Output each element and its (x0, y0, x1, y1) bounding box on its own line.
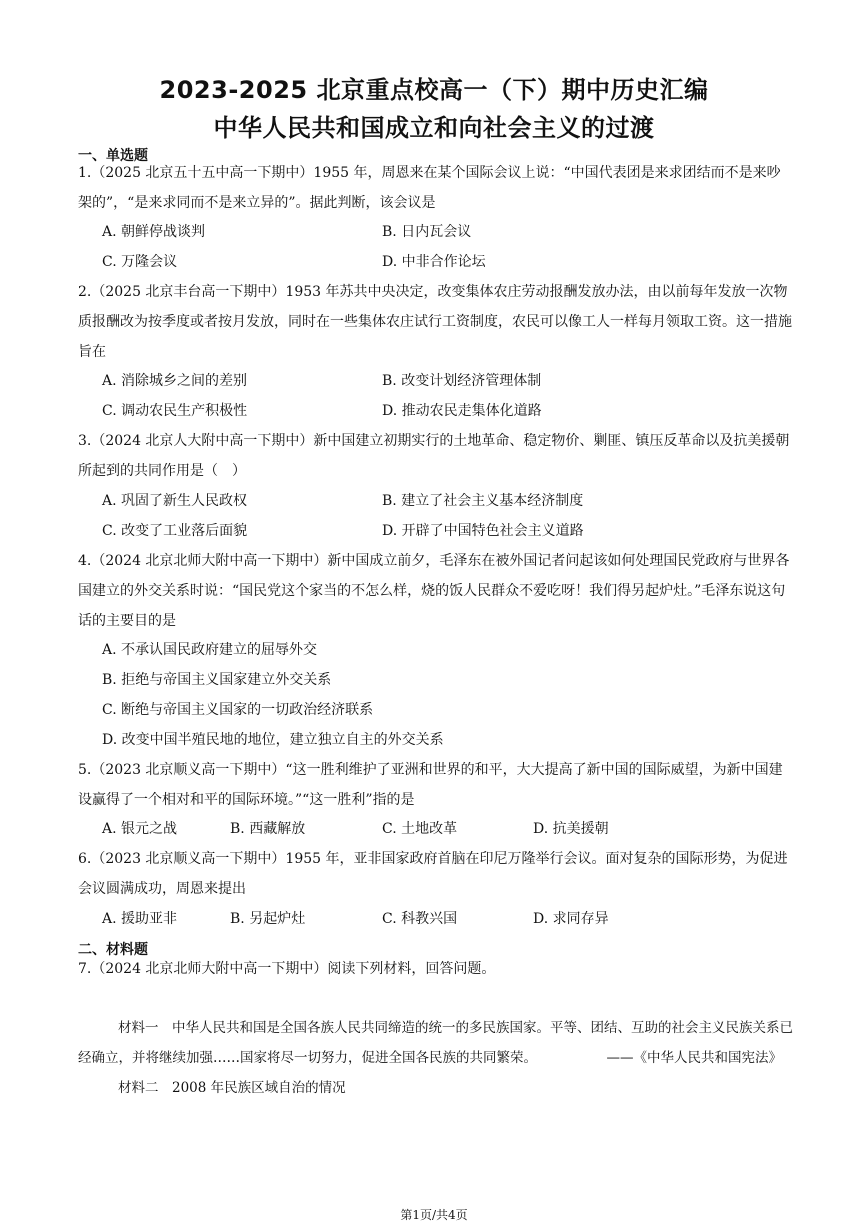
question-5-option-a: A. 银元之战 (102, 821, 178, 837)
question-1-option-d: D. 中非合作论坛 (382, 254, 486, 270)
question-5-option-b: B. 西藏解放 (230, 821, 306, 837)
question-2-option-b: B. 改变计划经济管理体制 (382, 373, 542, 389)
section-heading-single-choice: 一、单选题 (78, 148, 148, 164)
question-1-text: 1.（2025 北京五十五中高一下期中）1955 年，周恩来在某个国际会议上说：“中国代表团是来求团结而不是来吵架的”，“是来求同而不是来立异的”。据此判断，该会议是 (78, 165, 781, 211)
section-heading-material: 二、材料题 (78, 942, 148, 958)
question-1-option-a: A. 朝鲜停战谈判 (102, 224, 206, 240)
question-4-option-c: C. 断绝与帝国主义国家的一切政治经济联系 (102, 702, 374, 718)
question-3-text: 3.（2024 北京人大附中高一下期中）新中国建立初期实行的土地革命、稳定物价、剿匪、镇压反革命以及抗美援朝所起到的共同作用是（ ） (78, 433, 790, 479)
material-1-text: 材料一 中华人民共和国是全国各族人民共同缔造的统一的多民族国家。平等、团结、互助的社会主义民族关系已经确立，并将继续加强……国家将尽一切努力，促进全国各民族的共同繁荣。 (78, 1020, 793, 1066)
question-5-text: 5.（2023 北京顺义高一下期中）“这一胜利维护了亚洲和世界的和平，大大提高了新中国的国际威望，为新中国建设赢得了一个相对和平的国际环境。”“这一胜利”指的是 (78, 762, 783, 808)
question-4-option-d: D. 改变中国半殖民地的地位，建立独立自主的外交关系 (102, 732, 444, 748)
question-2-text: 2.（2025 北京丰台高一下期中）1953 年苏共中央决定，改变集体农庄劳动报酬发放办法，由以前每年发放一次物质报酬改为按季度或者按月发放，同时在一些集体农庄试行工资制度，农民可以像工人一样每月领取工资。这一措施旨在 (78, 284, 792, 360)
question-6-option-c: C. 科教兴国 (382, 911, 458, 927)
question-3-option-b: B. 建立了社会主义基本经济制度 (382, 493, 584, 509)
question-6-option-d: D. 求同存异 (533, 911, 609, 927)
question-6-option-b: B. 另起炉灶 (230, 911, 306, 927)
question-4-option-a: A. 不承认国民政府建立的屈辱外交 (102, 642, 318, 658)
question-2-option-d: D. 推动农民走集体化道路 (382, 403, 542, 419)
document-subtitle: 中华人民共和国成立和向社会主义的过渡 (213, 114, 655, 142)
question-6-text: 6.（2023 北京顺义高一下期中）1955 年，亚非国家政府首脑在印尼万隆举行会议。面对复杂的国际形势，为促进会议圆满成功，周恩来提出 (78, 851, 788, 897)
question-1-option-b: B. 日内瓦会议 (382, 224, 472, 240)
question-5-option-d: D. 抗美援朝 (533, 821, 609, 837)
question-4-option-b: B. 拒绝与帝国主义国家建立外交关系 (102, 672, 332, 688)
question-3-option-c: C. 改变了工业落后面貌 (102, 523, 248, 539)
page-number-footer: 第1页/共4页 (400, 1208, 468, 1222)
question-5-option-c: C. 土地改革 (382, 821, 458, 837)
question-3-option-d: D. 开辟了中国特色社会主义道路 (382, 523, 584, 539)
question-1-option-c: C. 万隆会议 (102, 254, 178, 270)
question-3-option-a: A. 巩固了新生人民政权 (102, 493, 248, 509)
question-6-option-a: A. 援助亚非 (102, 911, 178, 927)
question-7-text: 7.（2024 北京北师大附中高一下期中）阅读下列材料，回答问题。 (78, 961, 496, 977)
question-2-option-c: C. 调动农民生产积极性 (102, 403, 248, 419)
material-1-source: ——《中华人民共和国宪法》 (606, 1050, 782, 1066)
question-2-option-a: A. 消除城乡之间的差别 (102, 373, 248, 389)
question-4-text: 4.（2024 北京北师大附中高一下期中）新中国成立前夕，毛泽东在被外国记者问起该如何处理国民党政府与世界各国建立的外交关系时说：“国民党这个家当的不怎么样，烧的饭人民群众不爱吃呀！我们得另起炉灶。”毛泽东说这句话的主要目的是 (78, 553, 790, 629)
document-title: 2023-2025 北京重点校高一（下）期中历史汇编 (159, 76, 709, 104)
material-2-heading: 材料二 2008 年民族区域自治的情况 (118, 1080, 346, 1096)
